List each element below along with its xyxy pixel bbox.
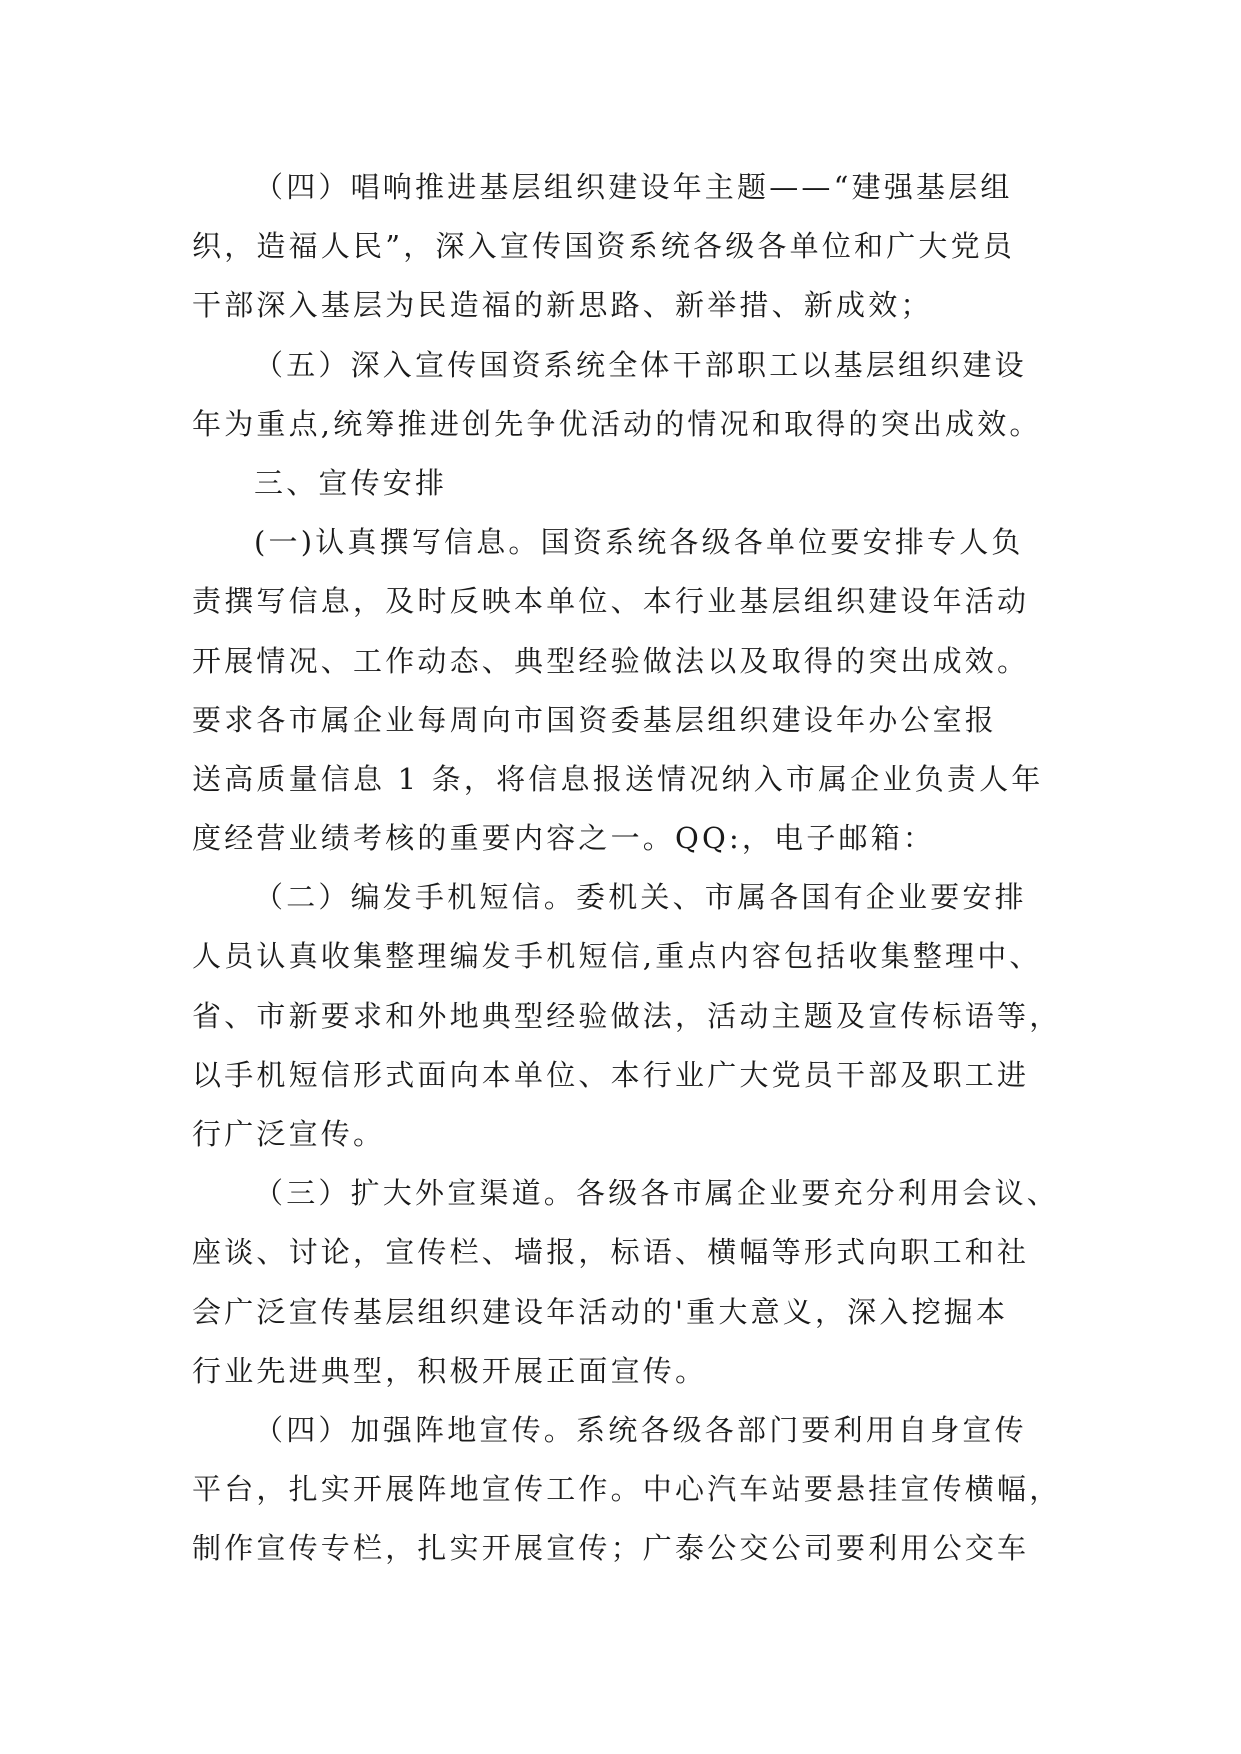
paragraph-line: 会广泛宣传基层组织建设年活动的'重大意义，深入挖掘本: [192, 1294, 1009, 1329]
paragraph-line: 干部深入基层为民造福的新思路、新举措、新成效；: [192, 288, 933, 323]
paragraph-line: 座谈、讨论，宣传栏、墙报，标语、横幅等形式向职工和社: [192, 1235, 1030, 1270]
paragraph-line: （三）扩大外宣渠道。各级各市属企业要充分利用会议、: [254, 1176, 1060, 1211]
paragraph-line: 织，造福人民”，深入宣传国资系统各级各单位和广大党员: [192, 229, 1016, 264]
paragraph-line: 要求各市属企业每周向市国资委基层组织建设年办公室报: [192, 702, 998, 737]
paragraph-line: 度经营业绩考核的重要内容之一。QQ:，电子邮箱：: [192, 821, 936, 856]
paragraph-line: （四）加强阵地宣传。系统各级各部门要利用自身宣传: [254, 1412, 1027, 1447]
paragraph-line: 行业先进典型，积极开展正面宣传。: [192, 1353, 708, 1388]
paragraph-line: 省、市新要求和外地典型经验做法，活动主题及宣传标语等，: [192, 998, 1062, 1033]
paragraph-line: 年为重点,统筹推进创先争优活动的情况和取得的突出成效。: [192, 406, 1042, 441]
paragraph-line: 平台，扎实开展阵地宣传工作。中心汽车站要悬挂宣传横幅，: [192, 1472, 1062, 1507]
paragraph-line: (一)认真撰写信息。国资系统各级各单位要安排专人负: [254, 525, 1024, 560]
paragraph-line: （二）编发手机短信。委机关、市属各国有企业要安排: [254, 880, 1027, 915]
paragraph-line: 开展情况、工作动态、典型经验做法以及取得的突出成效。: [192, 643, 1030, 678]
paragraph-line: 送高质量信息 1 条，将信息报送情况纳入市属企业负责人年: [192, 761, 1044, 796]
paragraph-line: （四）唱响推进基层组织建设年主题——“建强基层组: [254, 170, 1013, 204]
paragraph-line: 行广泛宣传。: [192, 1117, 386, 1151]
paragraph-line: （五）深入宣传国资系统全体干部职工以基层组织建设: [254, 347, 1027, 382]
paragraph-line: 责撰写信息，及时反映本单位、本行业基层组织建设年活动: [192, 584, 1030, 619]
paragraph-line: 人员认真收集整理编发手机短信,重点内容包括收集整理中、: [192, 939, 1042, 974]
document-body: [192, 158, 1072, 1579]
section-heading: 三、宣传安排: [254, 465, 448, 500]
paragraph-line: 制作宣传专栏，扎实开展宣传；广泰公交公司要利用公交车: [192, 1531, 1030, 1566]
paragraph-line: 以手机短信形式面向本单位、本行业广大党员干部及职工进: [192, 1057, 1030, 1092]
